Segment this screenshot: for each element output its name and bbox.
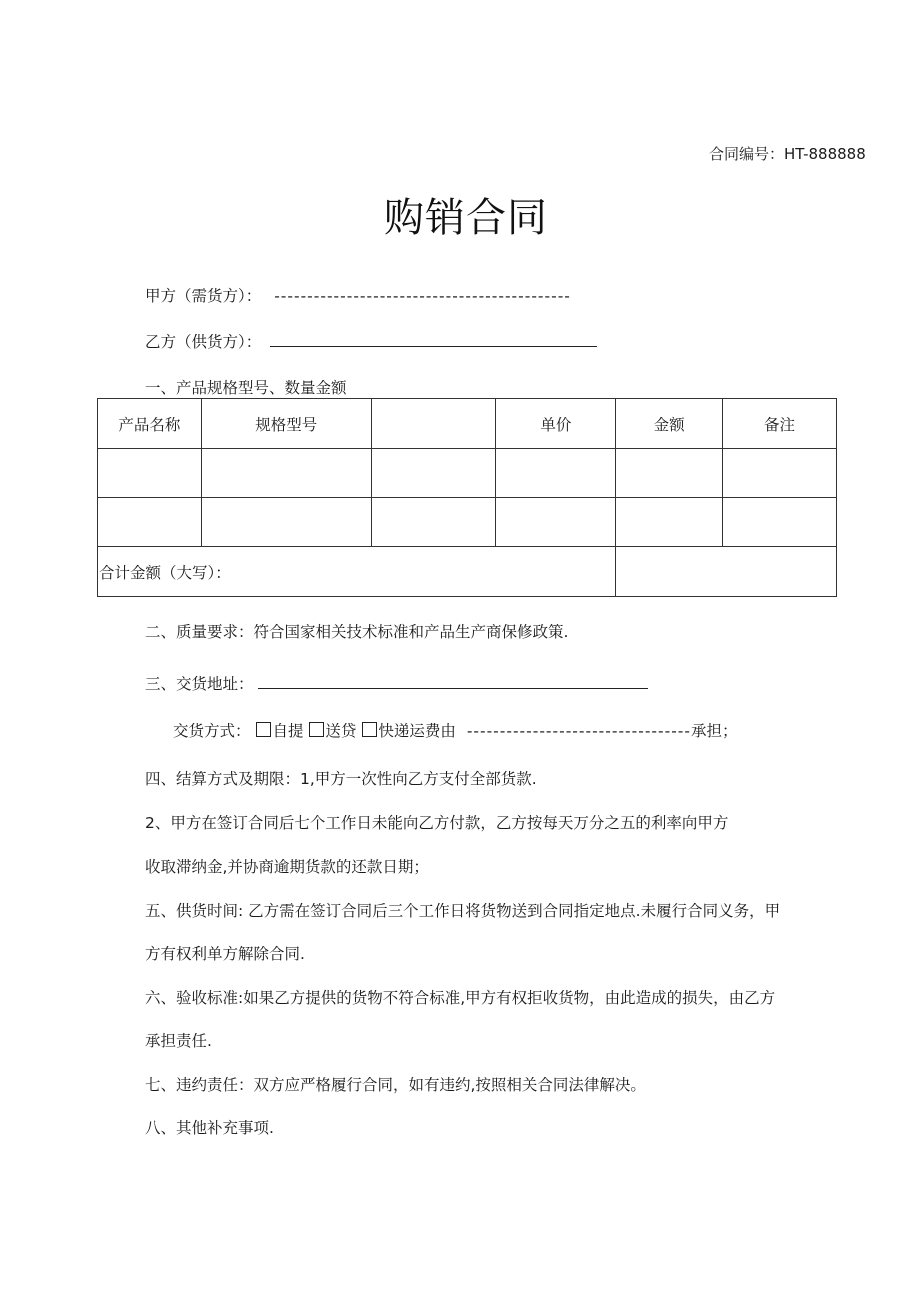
page-title: 购销合同 xyxy=(384,195,548,241)
party-b-label: 乙方（供货方）： xyxy=(145,333,262,351)
section-4-line-1: 四、结算方式及期限：1,甲方一次性向乙方支付全部货款. xyxy=(145,770,537,788)
table-cell[interactable] xyxy=(98,498,202,547)
freight-suffix: 承担； xyxy=(690,722,738,740)
section-2-quality: 二、质量要求：符合国家相关技术标准和产品生产商保修政策. xyxy=(145,623,569,641)
express-checkbox[interactable] xyxy=(362,722,377,737)
header-unit-price: 单价 xyxy=(496,399,616,449)
section-5-line-1: 五、供货时间: 乙方需在签订合同后三个工作日将货物送到合同指定地点.未履行合同义务，甲 xyxy=(145,902,781,920)
header-remarks: 备注 xyxy=(723,399,837,449)
section-8-other: 八、其他补充事项. xyxy=(145,1119,274,1137)
product-table xyxy=(97,398,837,597)
section-5-line-2: 方有权利单方解除合同. xyxy=(145,945,305,963)
header-spec-model: 规格型号 xyxy=(201,399,371,449)
table-total-row xyxy=(98,547,837,597)
header-blank xyxy=(371,399,496,449)
table-cell[interactable] xyxy=(496,449,616,498)
header-product-name: 产品名称 xyxy=(98,399,202,449)
table-cell[interactable] xyxy=(98,449,202,498)
table-cell[interactable] xyxy=(201,449,371,498)
section-6-line-1: 六、验收标准:如果乙方提供的货物不符合标准,甲方有权拒收货物，由此造成的损失，由乙方 xyxy=(145,989,776,1007)
delivery-method-line xyxy=(173,719,738,741)
table-row xyxy=(98,449,837,498)
total-amount-label: 合计金额（大写）： xyxy=(98,547,616,597)
total-amount-value[interactable] xyxy=(616,547,837,597)
header-amount: 金额 xyxy=(616,399,723,449)
delivery-checkbox[interactable] xyxy=(309,722,324,737)
express-option-label: 快递运费由 xyxy=(378,722,456,740)
party-b-field[interactable] xyxy=(270,332,597,347)
contract-number: 合同编号：HT-888888 xyxy=(709,145,866,163)
section-6-line-2: 承担责任. xyxy=(145,1032,212,1050)
delivery-address-label: 三、交货地址： xyxy=(145,675,254,693)
freight-payer-field[interactable]: ---------------------------------- xyxy=(466,722,691,740)
section-3-address-line xyxy=(145,672,648,694)
section-7-breach: 七、违约责任：双方应严格履行合同，如有违约,按照相关合同法律解决。 xyxy=(145,1076,646,1094)
party-a-line xyxy=(145,284,571,306)
delivery-address-field[interactable] xyxy=(258,674,648,689)
delivery-method-label: 交货方式： xyxy=(173,722,251,740)
table-header-row xyxy=(98,399,837,449)
party-b-line xyxy=(145,330,597,352)
table-cell[interactable] xyxy=(496,498,616,547)
table-cell[interactable] xyxy=(201,498,371,547)
table-cell[interactable] xyxy=(371,449,496,498)
table-cell[interactable] xyxy=(371,498,496,547)
delivery-option-label: 送贷 xyxy=(325,722,357,740)
table-cell[interactable] xyxy=(723,498,837,547)
table-cell[interactable] xyxy=(616,498,723,547)
table-cell[interactable] xyxy=(616,449,723,498)
table-row xyxy=(98,498,837,547)
section-1-heading: 一、产品规格型号、数量金额 xyxy=(145,379,347,397)
table-cell[interactable] xyxy=(723,449,837,498)
pickup-checkbox[interactable] xyxy=(256,722,271,737)
party-a-label: 甲方（需货方）： xyxy=(145,287,262,305)
section-4-line-2: 2、甲方在签订合同后七个工作日未能向乙方付款，乙方按每天万分之五的利率向甲方 xyxy=(145,814,729,832)
party-a-value: --------------------------------------------- xyxy=(274,287,571,305)
pickup-option-label: 自提 xyxy=(272,722,304,740)
section-4-line-3: 收取滞纳金,并协商逾期货款的还款日期； xyxy=(145,858,429,876)
